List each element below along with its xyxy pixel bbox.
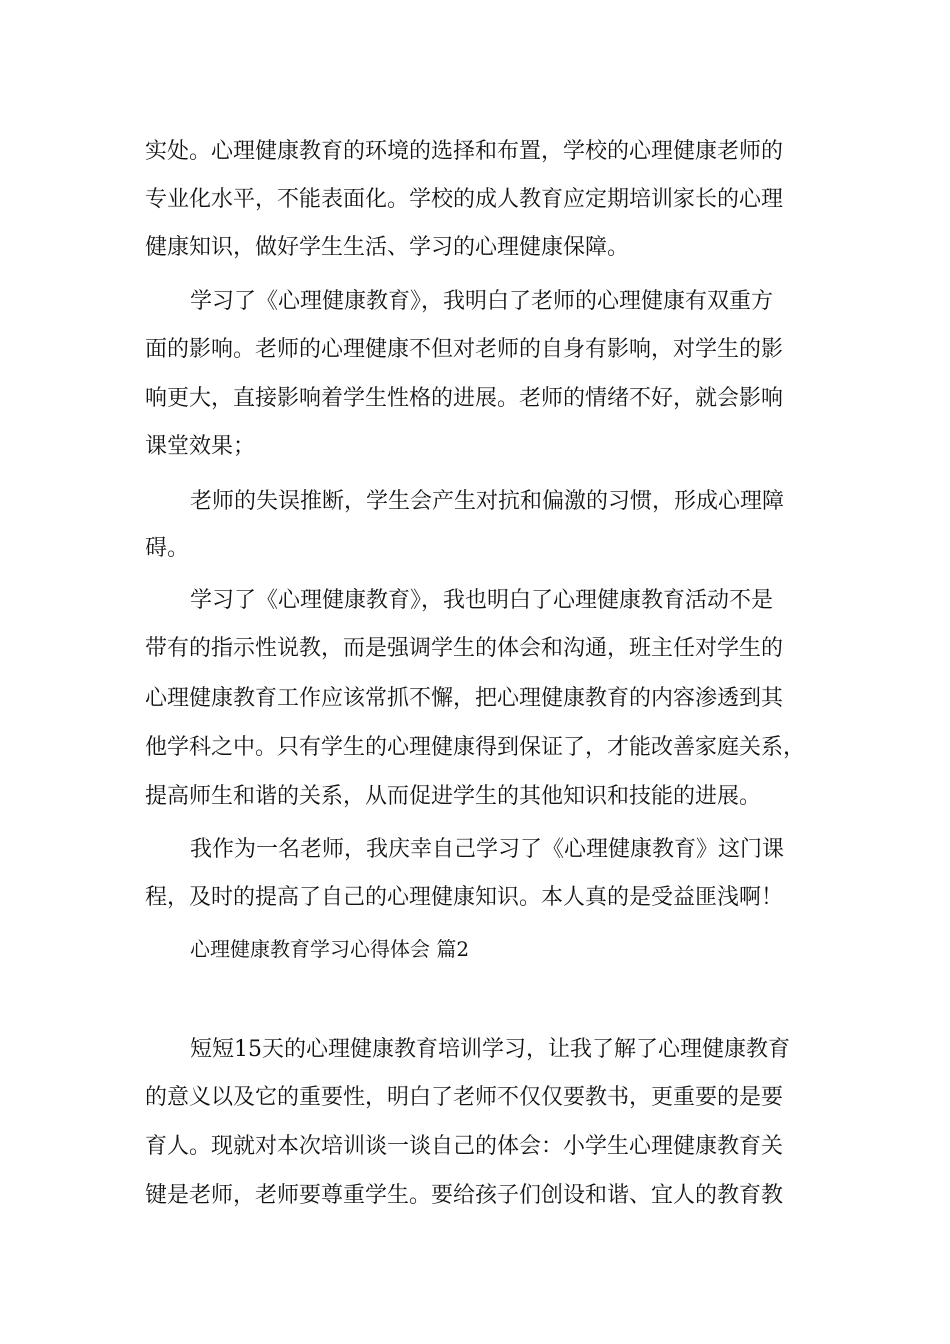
- paragraph-line: 育人。现就对本次培训谈一谈自己的体会：小学生心理健康教育关: [145, 1134, 784, 1159]
- paragraph-line: 实处。心理健康教育的环境的选择和布置，学校的心理健康老师的: [145, 139, 784, 164]
- paragraph-line: 提高师生和谐的关系，从而促进学生的其他知识和技能的进展。: [145, 784, 762, 809]
- paragraph-line: 他学科之中。只有学生的心理健康得到保证了，才能改善家庭关系，: [145, 735, 806, 760]
- paragraph-line: 心理健康教育工作应该常抓不懈，把心理健康教育的内容渗透到其: [145, 686, 784, 711]
- paragraph-line: 面的影响。老师的心理健康不但对老师的自身有影响，对学生的影: [145, 337, 784, 362]
- paragraph-line: 键是老师，老师要尊重学生。要给孩子们创设和谐、宜人的教育教: [145, 1183, 784, 1208]
- paragraph-line: 短短15天的心理健康教育培训学习，让我了解了心理健康教育: [190, 1037, 790, 1062]
- paragraph-line: 专业化水平，不能表面化。学校的成人教育应定期培训家长的心理: [145, 187, 784, 212]
- paragraph-line: 带有的指示性说教，而是强调学生的体会和沟通，班主任对学生的: [145, 636, 784, 661]
- paragraph-line: 学习了《心理健康教育》，我明白了老师的心理健康有双重方: [190, 289, 774, 314]
- paragraph-line: 的意义以及它的重要性，明白了老师不仅仅要教书，更重要的是要: [145, 1085, 784, 1110]
- paragraph-line: 我作为一名老师，我庆幸自己学习了《心理健康教育》这门课: [190, 837, 785, 862]
- paragraph-line: 课堂效果；: [145, 434, 256, 459]
- section-heading: 心理健康教育学习心得体会 篇2: [190, 937, 470, 961]
- paragraph-line: 响更大，直接影响着学生性格的进展。老师的情绪不好，就会影响: [145, 386, 784, 411]
- paragraph-line: 健康知识，做好学生生活、学习的心理健康保障。: [145, 235, 630, 260]
- paragraph-line: 学习了《心理健康教育》，我也明白了心理健康教育活动不是: [190, 588, 774, 613]
- paragraph-line: 碍。: [145, 536, 190, 561]
- paragraph-line: 老师的失误推断，学生会产生对抗和偏激的习惯，形成心理障: [190, 489, 785, 514]
- paragraph-line: 程，及时的提高了自己的心理健康知识。本人真的是受益匪浅啊！: [145, 885, 784, 910]
